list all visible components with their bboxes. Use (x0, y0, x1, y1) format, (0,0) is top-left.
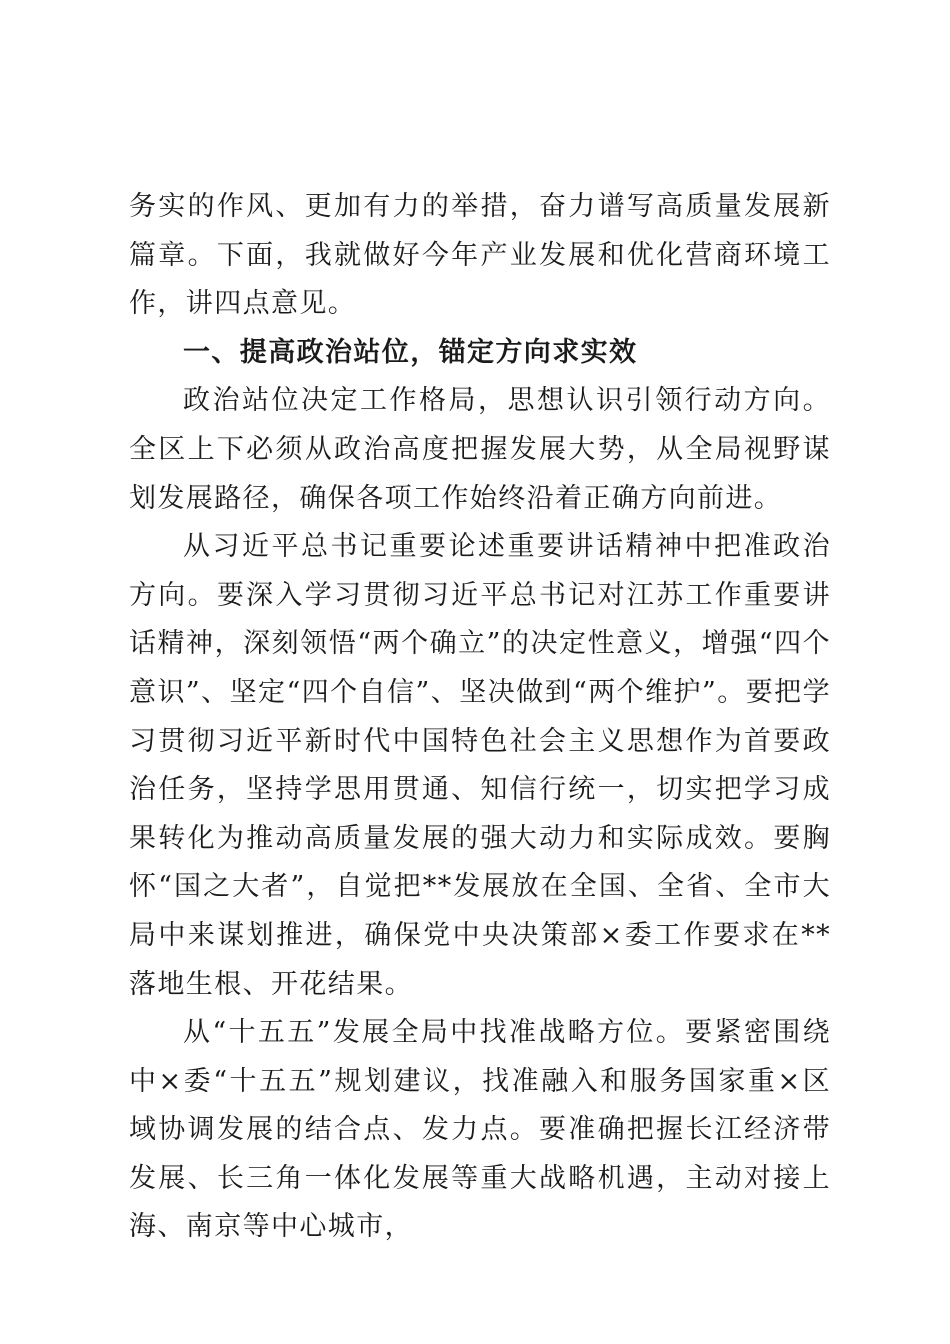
paragraph-political-direction: 从习近平总书记重要论述重要讲话精神中把准政治方向。要深入学习贯彻习近平总书记对江苏工作重要讲话精神，深刻领悟“两个确立”的决定性意义，增强“四个意识”、坚定“四个自信”、坚决做到“两个维护”。要把学习贯彻习近平新时代中国特色社会主义思想作为首要政治任务，坚持学思用贯通、知信行统一，切实把学习成果转化为推动高质量发展的强大动力和实际成效。要胸怀“国之大者”，自觉把**发展放在全国、全省、全市大局中来谋划推进，确保党中央决策部×委工作要求在**落地生根、开花结果。 (129, 531, 831, 1000)
section-heading: 一、提高政治站位，锚定方向求实效 (183, 336, 638, 368)
paragraph-continuation: 务实的作风、更加有力的举措，奋力谱写高质量发展新篇章。下面，我就做好今年产业发展和优化营商环境工作，讲四点意见。 (129, 191, 831, 320)
document-body (129, 183, 831, 1252)
paragraph-strategic-position: 从“十五五”发展全局中找准战略方位。要紧密围绕中×委“十五五”规划建议，找准融入和服务国家重×区域协调发展的结合点、发力点。要准确把握长江经济带发展、长三角一体化发展等重大战略机遇，主动对接上海、南京等中心城市， (129, 1017, 831, 1243)
paragraph-intro: 政治站位决定工作格局，思想认识引领行动方向。全区上下必须从政治高度把握发展大势，从全局视野谋划发展路径，确保各项工作始终沿着正确方向前进。 (129, 385, 831, 514)
